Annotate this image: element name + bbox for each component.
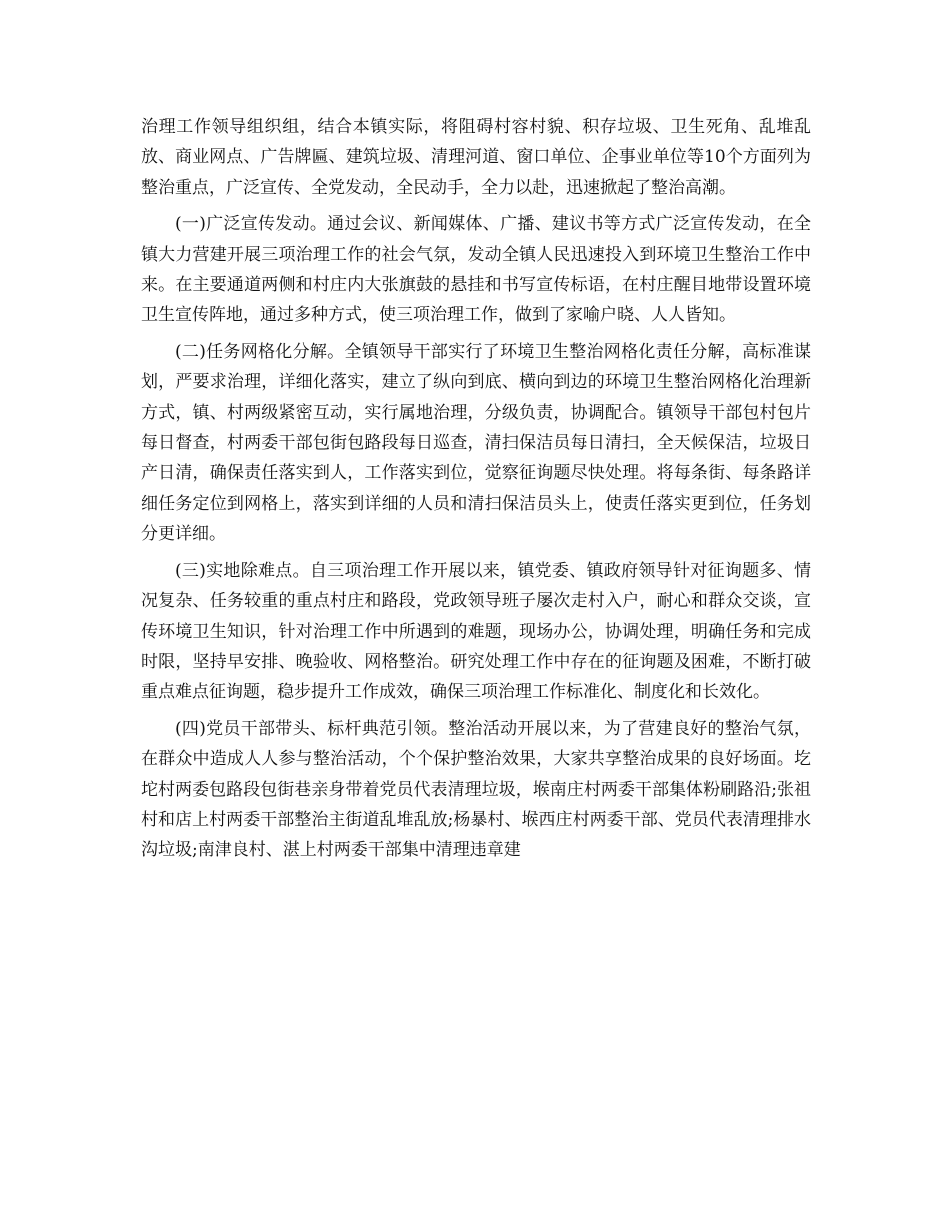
- paragraph-grid-tasks: (二)任务网格化分解。全镇领导干部实行了环境卫生整治网格化责任分解，高标准谋划，严要求治理，详细化落实，建立了纵向到底、横向到边的环境卫生整治网格化治理新方式，镇、村两级紧密互动，实行属地治理，分级负责，协调配合。镇领导干部包村包片每日督查，村两委干部包街包路段每日巡查，清扫保洁员每日清扫，全天候保洁，垃圾日产日清，确保责任落实到人，工作落实到位，觉察征询题尽快处理。将每条街、每条路详细任务定位到网格上，落实到详细的人员和清扫保洁员头上，使责任落实更到位，任务划分更详细。: [141, 341, 811, 545]
- paragraph-intro: 治理工作领导组织组，结合本镇实际，将阻碍村容村貌、积存垃圾、卫生死角、乱堆乱放、商业网点、广告牌匾、建筑垃圾、清理河道、窗口单位、企事业单位等10个方面列为整治重点，广泛宣传、全党发动，全民动手，全力以赴，迅速掀起了整治高潮。: [141, 117, 811, 198]
- paragraph-publicity: (一)广泛宣传发动。通过会议、新闻媒体、广播、建议书等方式广泛宣传发动，在全镇大力营建开展三项治理工作的社会气氛，发动全镇人民迅速投入到环境卫生整治工作中来。在主要通道两侧和村庄内大张旗鼓的悬挂和书写宣传标语，在村庄醒目地带设置环境卫生宣传阵地，通过多种方式，使三项治理工作，做到了家喻户晓、人人皆知。: [141, 214, 811, 326]
- document-body: [141, 112, 811, 872]
- paragraph-party-members: (四)党员干部带头、标杆典范引领。整治活动开展以来，为了营建良好的整治气氛，在群众中造成人人参与整治活动，个个保护整治效果，大家共享整治成果的良好场面。圪坨村两委包路段包街巷亲身带着党员代表清理垃圾，堠南庄村两委干部集体粉刷路沿;张祖村和店上村两委干部整治主街道乱堆乱放;杨暴村、堠西庄村两委干部、党员代表清理排水沟垃圾;南津良村、湛上村两委干部集中清理违章建: [141, 718, 811, 861]
- paragraph-difficulties: (三)实地除难点。自三项治理工作开展以来，镇党委、镇政府领导针对征询题多、情况复杂、任务较重的重点村庄和路段，党政领导班子屡次走村入户，耐心和群众交谈，宣传环境卫生知识，针对治理工作中所遇到的难题，现场办公，协调处理，明确任务和完成时限，坚持早安排、晚验收、网格整治。研究处理工作中存在的征询题及困难，不断打破重点难点征询题，稳步提升工作成效，确保三项治理工作标准化、制度化和长效化。: [141, 560, 811, 703]
